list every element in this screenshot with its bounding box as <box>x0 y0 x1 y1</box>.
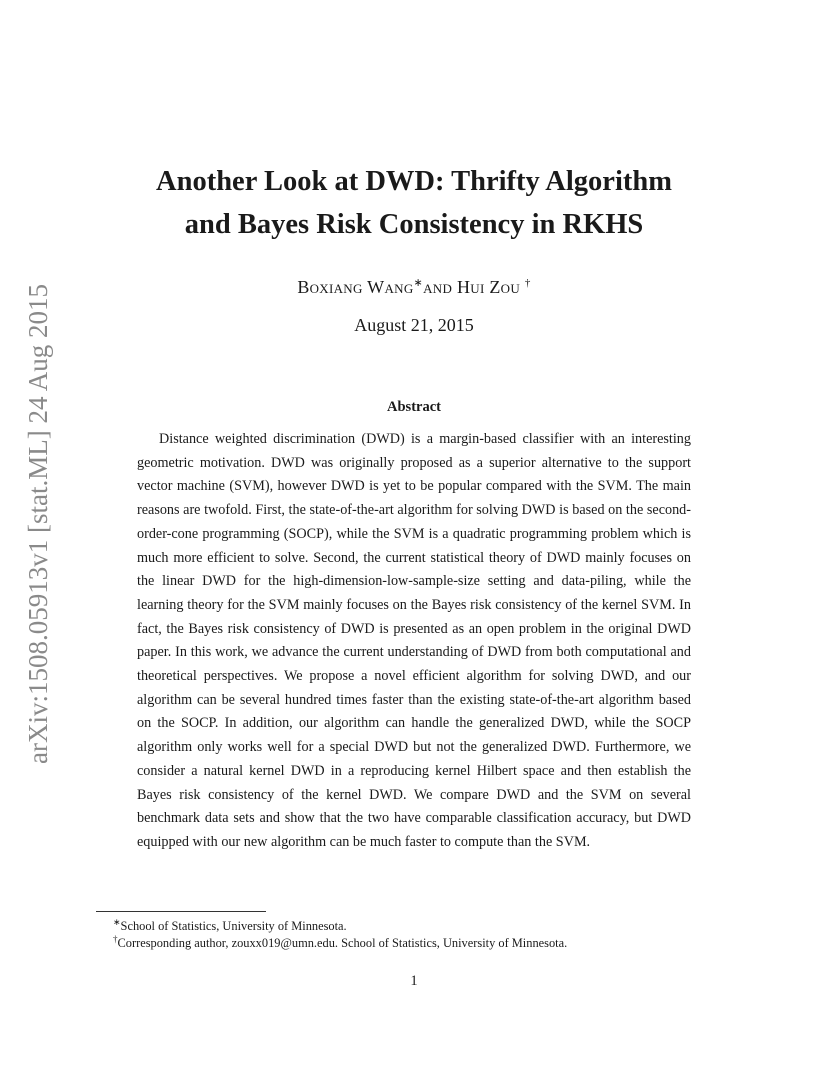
footnote-marker: † <box>113 934 118 944</box>
footnote-marker: † <box>524 277 531 289</box>
author-name: Boxiang Wang <box>297 277 414 297</box>
author-list <box>100 270 728 300</box>
title-line-1: Another Look at DWD: Thrifty Algorithm <box>156 166 672 197</box>
author-name: Hui Zou <box>456 277 521 297</box>
footnote-text: Corresponding author, zouxx019@umn.edu. School of Statistics, University of Minnesota. <box>117 936 568 951</box>
footnote-text: School of Statistics, University of Minnesota. <box>120 919 347 934</box>
footnote-divider <box>96 911 266 912</box>
title-line-2: and Bayes Risk Consistency in RKHS <box>184 209 644 240</box>
page-number: 1 <box>410 973 418 989</box>
abstract-body: Distance weighted discrimination (DWD) is a margin-based classifier with an interesting geometric motivation. DWD was originally proposed as a superior alternative to the support vector machine (SVM), however DWD is yet to be popular compared with the SVM. The main reasons are twofold. First, the state-of-the-art algorithm for solving DWD is based on the second-order-cone programming (SOCP), while the SVM is a quadratic programming problem which is much more efficient to solve. Second, the current statistical theory of DWD mainly focuses on the linear DWD for the high-dimension-low-sample-size setting and data-piling, while the learning theory for the SVM mainly focuses on the Bayes risk consistency of the kernel SVM. In fact, the Bayes risk consistency of DWD is presented as an open problem in the original DWD paper. In this work, we advance the current understanding of DWD from both computational and theoretical perspectives. We propose a novel efficient algorithm for solving DWD, and our algorithm can be several hundred times faster than the existing state-of-the-art algorithm based on the SOCP. In addition, our algorithm can handle the generalized DWD, while the SOCP algorithm only works well for a special DWD but not the generalized DWD. Furthermore, we consider a natural kernel DWD in a reproducing kernel Hilbert space and then establish the Bayes risk consistency of the kernel DWD. We compare DWD and the SVM on several benchmark data sets and show that the two have comparable classification accuracy, but DWD equipped with our new algorithm can be much faster to compute than the SVM. <box>137 431 691 850</box>
footnote <box>113 931 733 951</box>
publication-date: August 21, 2015 <box>354 315 474 335</box>
abstract-heading: Abstract <box>387 399 441 415</box>
footnote-marker: ∗ <box>113 917 121 927</box>
author-connector: and <box>423 277 453 297</box>
arxiv-identifier-stamp: arXiv:1508.05913v1 [stat.ML] 24 Aug 2015 <box>23 284 53 764</box>
paper-title <box>100 160 728 246</box>
footnote-marker: ∗ <box>413 277 424 289</box>
